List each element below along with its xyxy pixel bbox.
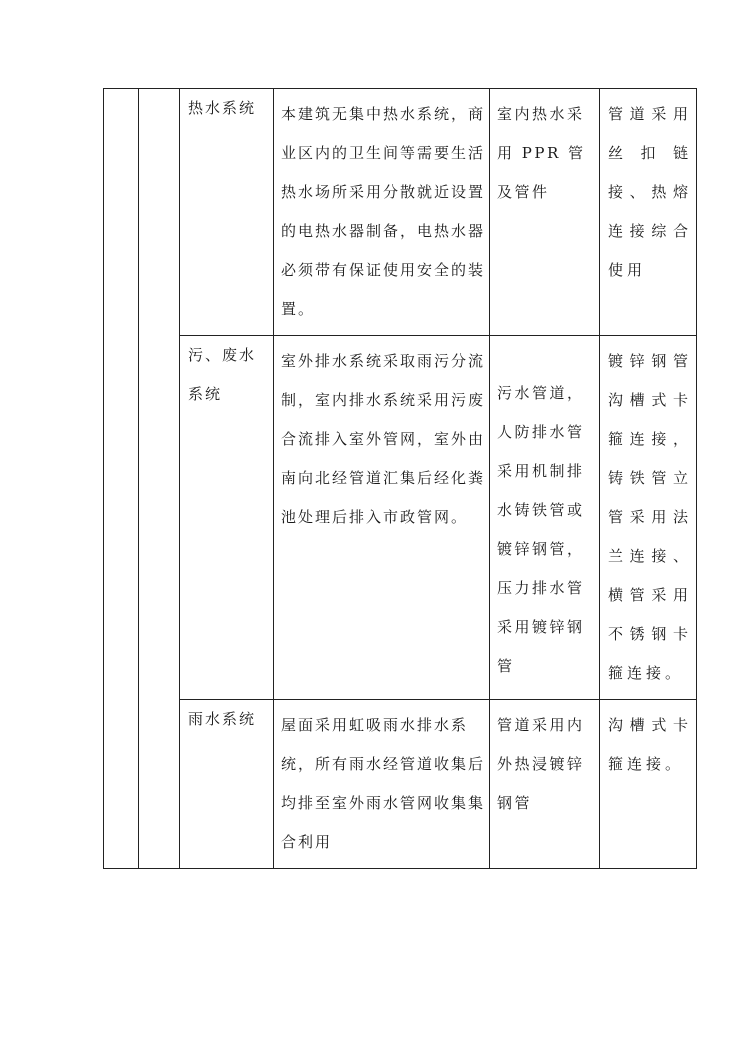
material-cell [490, 700, 600, 869]
table-row [104, 336, 697, 700]
system-name-cell [180, 700, 274, 869]
pipe-material: 管道采用内外热浸镀锌钢管 [497, 716, 585, 812]
system-name-cell [180, 89, 274, 336]
system-name-cell [180, 336, 274, 700]
table-row [104, 89, 697, 336]
material-cell [490, 336, 600, 700]
system-name: 热水系统 [188, 99, 257, 117]
blank-column-2 [139, 89, 180, 869]
table-row [104, 700, 697, 869]
system-description: 室外排水系统采取雨污分流制，室内排水系统采用污废合流排入室外管网，室外由南向北经管道汇集后经化粪池处理后排入市政管网。 [281, 352, 486, 526]
system-description: 屋面采用虹吸雨水排水系统，所有雨水经管道收集后均排至室外雨水管网收集集合利用 [281, 716, 486, 851]
description-cell [274, 700, 490, 869]
pipe-material: 污水管道，人防排水管采用机制排水铸铁管或镀锌钢管，压力排水管采用镀锌钢管 [497, 384, 585, 675]
system-name: 污、废水系统 [188, 346, 257, 403]
connection-method: 管道采用丝扣链接、热熔连接综合使用 [608, 105, 692, 279]
material-cell [490, 89, 600, 336]
connection-cell [600, 89, 697, 336]
description-cell [274, 336, 490, 700]
connection-method: 镀锌钢管沟槽式卡箍连接，铸铁管立管采用法兰连接、横管采用不锈钢卡箍连接。 [608, 352, 692, 682]
water-system-spec-table [103, 88, 697, 869]
system-description: 本建筑无集中热水系统，商业区内的卫生间等需要生活热水场所采用分散就近设置的电热水器制备，电热水器必须带有保证使用安全的装置。 [281, 105, 486, 318]
description-cell [274, 89, 490, 336]
blank-column-1 [104, 89, 139, 869]
connection-cell [600, 336, 697, 700]
pipe-material: 室内热水采用 PPR 管及管件 [497, 105, 586, 201]
system-name: 雨水系统 [188, 710, 257, 728]
connection-method: 沟槽式卡箍连接。 [608, 716, 692, 773]
connection-cell [600, 700, 697, 869]
